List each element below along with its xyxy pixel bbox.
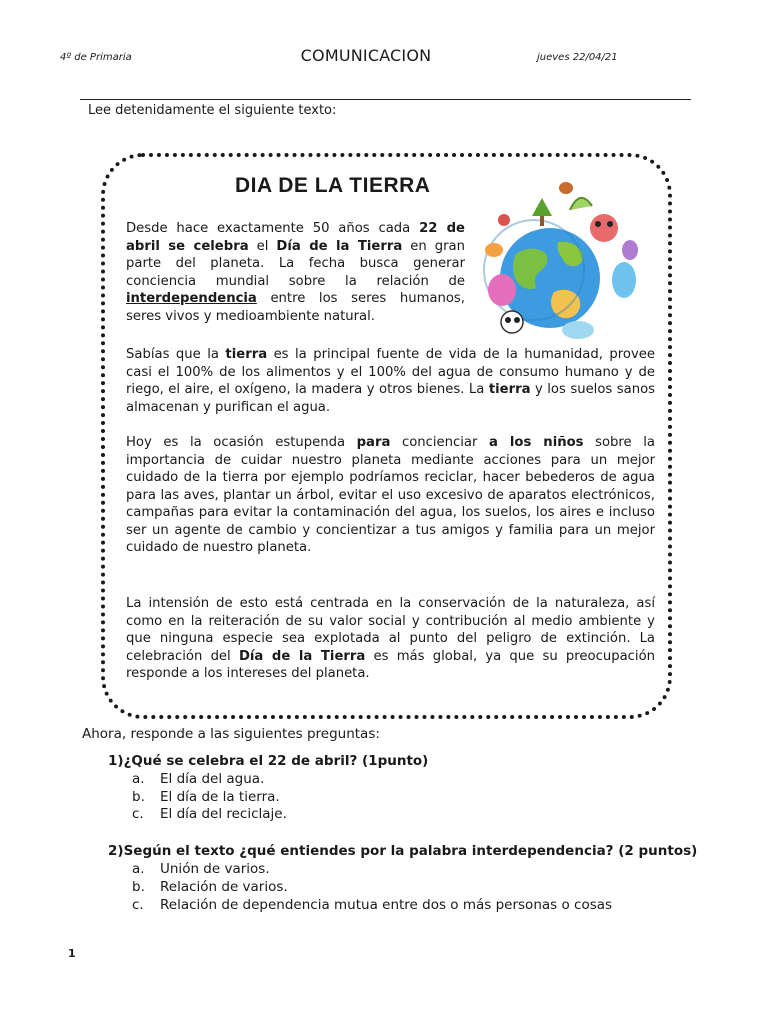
grade-label: 4º de Primaria (60, 52, 132, 63)
text-run: para (356, 435, 391, 450)
text-run: Día de la Tierra (238, 648, 366, 664)
text-run: Desde hace exactamente 50 años cada (126, 221, 420, 236)
page-number: 1 (68, 947, 76, 960)
text-run: interdependencia (126, 291, 257, 306)
earth-with-animals-illustration (474, 180, 646, 348)
text-run: el (248, 238, 277, 254)
date-label: jueves 22/04/21 (537, 52, 618, 63)
question-1: 1)¿Qué se celebra el 22 de abril? (1punto) (108, 753, 429, 769)
text-run: Sabías que la (126, 347, 226, 362)
text-run: entre los seres humanos, seres vivos y medioambiente natural. (126, 291, 465, 324)
paragraph-children-actions (126, 434, 655, 557)
option-1b[interactable]: b. El día de la tierra. (132, 789, 280, 805)
option-1c[interactable]: c. El día del reciclaje. (132, 806, 287, 822)
text-run: 22 de abril se celebra (126, 221, 465, 254)
option-1a[interactable]: a. El día del agua. (132, 771, 265, 787)
text-run: tierra (488, 382, 531, 397)
subject-title: COMUNICACION (300, 46, 432, 65)
questions-intro: Ahora, responde a las siguientes preguntas: (82, 726, 380, 742)
text-run: concienciar (390, 435, 490, 450)
option-2b[interactable]: b. Relación de varios. (132, 879, 288, 895)
option-2c[interactable]: c. Relación de dependencia mutua entre dos o más personas o cosas (132, 897, 613, 913)
text-run: y los suelos sanos almacenan y purifican el agua. (126, 382, 656, 415)
reading-title: DIA DE LA TIERRA (235, 174, 431, 197)
text-run: La intensión de esto está centrada en la conservación de la naturaleza, así como en la reiteración de su valor social y contribución al medio ambiente y que ninguna especie sea explotada al punto del peligro de extinción. La celebración del (126, 596, 655, 664)
text-run: en gran parte del planeta. La fecha busca generar conciencia mundial sobre la relación de (126, 238, 465, 289)
question-2: 2)Según el texto ¿qué entiendes por la palabra interdependencia? (2 puntos) (108, 843, 698, 859)
paragraph-earth-resources (126, 346, 655, 416)
text-run: sobre la importancia de cuidar nuestro planeta mediante acciones para un mejor cuidado de la tierra por ejemplo podríamos reciclar, hacer bebederos de agua para las aves, plantar un árbol, evitar el uso excesivo de aparatos electrónicos, campañas para evitar la contaminación del agua, los suelos, los aires e incluso ser un agente de cambio y concientizar a tus amigos y familia para un mejor cuidado de nuestro planeta. (126, 435, 655, 555)
option-2a[interactable]: a. Unión de varios. (132, 861, 270, 877)
text-run: Día de la Tierra (276, 238, 403, 254)
text-run: es más global, ya que su preocupación responde a los intereses del planeta. (126, 648, 656, 681)
paragraph-conservation (126, 595, 655, 683)
text-run: tierra (225, 347, 268, 362)
text-run: Hoy es la ocasión estupenda (126, 435, 357, 450)
header-divider (80, 99, 691, 100)
text-run: es la principal fuente de vida de la humanidad, provee casi el 100% de los alimentos y el 100% del agua de consumo humano y de riego, el aire, el oxígeno, la madera y otros bienes. La (126, 347, 655, 397)
text-run: a los niños (489, 435, 584, 450)
paragraph-intro (126, 220, 465, 325)
reading-instruction: Lee detenidamente el siguiente texto: (88, 103, 337, 118)
